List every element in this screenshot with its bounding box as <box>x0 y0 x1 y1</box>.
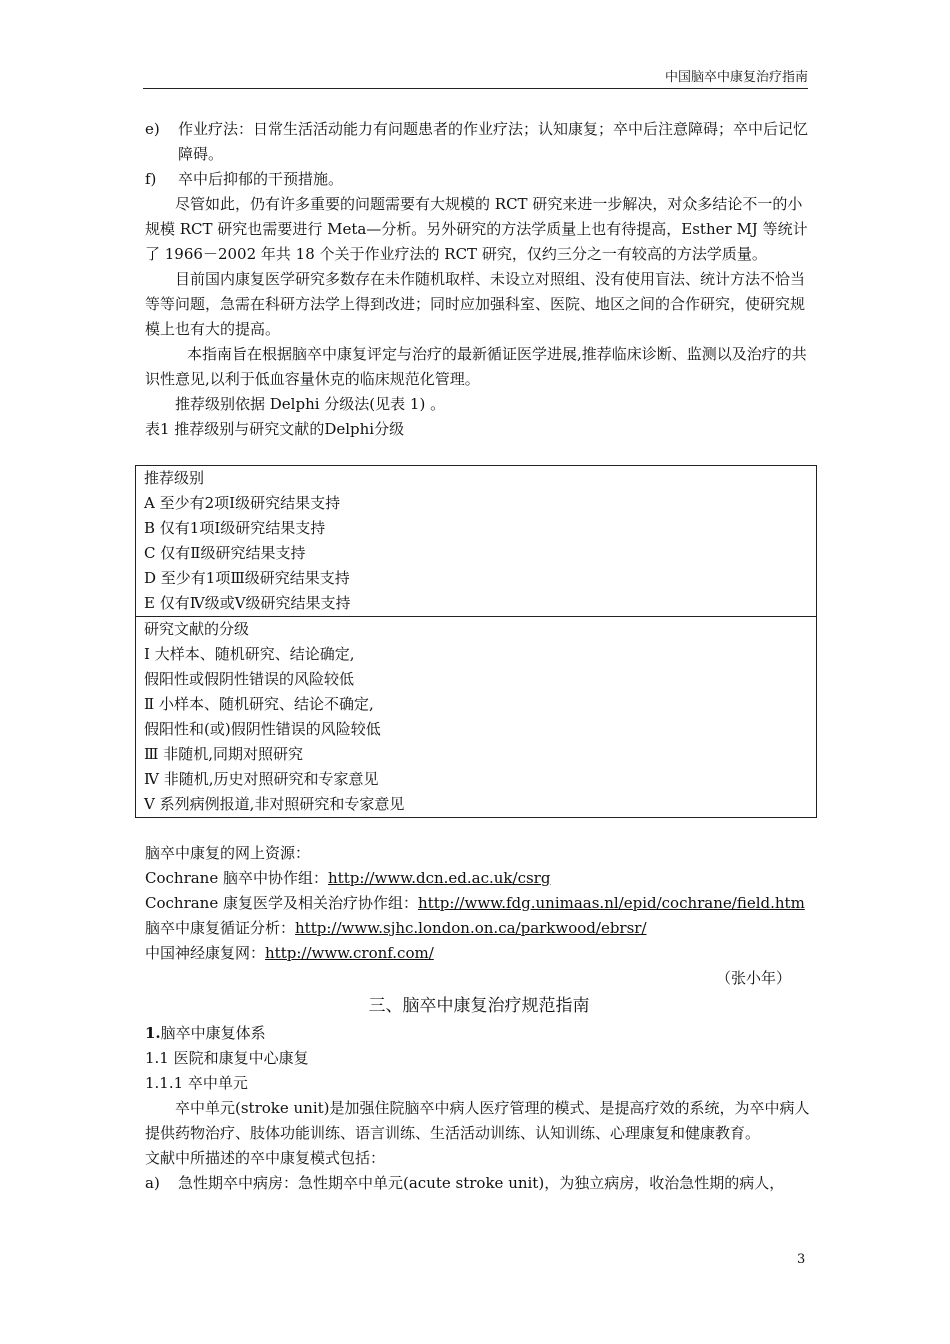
literature-grading-section <box>136 616 816 817</box>
table-row: Ⅲ 非随机,同期对照研究 <box>144 745 304 763</box>
paragraph-delphi: 推荐级别依据 Delphi 分级法(见表 1) 。 <box>175 395 446 413</box>
resources-section <box>145 841 813 1196</box>
author: （张小年） <box>715 969 791 987</box>
resource-label: 脑卒中康复循证分析： <box>145 919 296 937</box>
paragraph-domestic-research: 目前国内康复医学研究多数存在未作随机取样、未设立对照组、没有使用盲法、统计方法不恰当等等问题，急需在科研方法学上得到改进；同时应加强科室、医院、地区之间的合作研究，使研究规模上也有大的提高。 <box>145 270 806 338</box>
resource-item <box>145 916 813 941</box>
resource-label: 中国神经康复网： <box>145 944 266 962</box>
list-item <box>145 1171 813 1196</box>
table-row: B 仅有1项Ⅰ级研究结果支持 <box>144 519 326 537</box>
list-item <box>145 167 813 192</box>
resource-link[interactable]: http://www.sjhc.london.on.ca/parkwood/ebrsr/ <box>295 919 647 937</box>
header-title: 中国脑卒中康复治疗指南 <box>664 70 808 85</box>
body-text <box>145 117 813 442</box>
paragraph-guide-purpose: 本指南旨在根据脑卒中康复评定与治疗的最新循证医学进展,推荐临床诊断、监测以及治疗的共识性意见,以利于低血容量休克的临床规范化管理。 <box>145 345 807 388</box>
list-marker: f) <box>145 170 157 188</box>
list-content: 急性期卒中病房：急性期卒中单元(acute stroke unit)，为独立病房，收治急性期的病人， <box>178 1174 785 1192</box>
list-content: 卒中后抑郁的干预措施。 <box>178 170 344 188</box>
section-title: 三、脑卒中康复治疗规范指南 <box>368 996 590 1016</box>
resource-item <box>145 891 813 916</box>
list-marker: e) <box>145 120 160 138</box>
section-header: 推荐级别 <box>144 469 205 487</box>
table-row: 假阳性和(或)假阴性错误的风险较低 <box>144 720 381 738</box>
resource-label: Cochrane 脑卒中协作组： <box>145 869 328 887</box>
recommendation-levels-section <box>136 466 816 616</box>
section-header: 研究文献的分级 <box>144 620 250 638</box>
table-row: C 仅有Ⅱ级研究结果支持 <box>144 544 306 562</box>
resource-item <box>145 941 813 966</box>
heading-3: 1.1.1 卒中单元 <box>145 1074 248 1092</box>
heading-2: 1.1 医院和康复中心康复 <box>145 1049 309 1067</box>
resources-title: 脑卒中康复的网上资源： <box>145 844 311 862</box>
table-row: D 至少有1项Ⅲ级研究结果支持 <box>144 569 350 587</box>
paragraph-rct: 尽管如此，仍有许多重要的问题需要有大规模的 RCT 研究来进一步解决，对众多结论不一的小规模 RCT 研究也需要进行 Meta—分析。另外研究的方法学质量上也有待提高，Esther MJ 等统计了 1966－2002 年共 18 个关于作业疗法的 RCT 研究，仅约三分之一有较高的方法学质量。 <box>145 195 808 263</box>
table-row: E 仅有Ⅳ级或Ⅴ级研究结果支持 <box>144 594 351 612</box>
heading-1-number: 1. <box>145 1024 161 1042</box>
delphi-table <box>135 465 817 818</box>
heading-1 <box>145 1021 813 1046</box>
resource-link[interactable]: http://www.dcn.ed.ac.uk/csrg <box>328 869 551 887</box>
table-row: Ⅳ 非随机,历史对照研究和专家意见 <box>144 770 379 788</box>
page-header <box>143 68 808 89</box>
list-marker: a) <box>145 1174 160 1192</box>
paragraph-stroke-unit: 卒中单元(stroke unit)是加强住院脑卒中病人医疗管理的模式、是提高疗效的系统，为卒中病人提供药物治疗、肢体功能训练、语言训练、生活活动训练、认知训练、心理康复和健康教育。 <box>145 1099 810 1142</box>
table-caption: 表1 推荐级别与研究文献的Delphi分级 <box>145 420 405 438</box>
table-row: A 至少有2项Ⅰ级研究结果支持 <box>144 494 341 512</box>
page-number: 3 <box>797 1252 806 1267</box>
resource-link[interactable]: http://www.fdg.unimaas.nl/epid/cochrane/field.htm <box>418 894 805 912</box>
list-item <box>145 117 813 167</box>
paragraph-models: 文献中所描述的卒中康复模式包括： <box>145 1149 386 1167</box>
table-row: 假阳性或假阴性错误的风险较低 <box>144 670 355 688</box>
list-content: 作业疗法：日常生活活动能力有问题患者的作业疗法；认知康复；卒中后注意障碍；卒中后记忆障碍。 <box>178 120 809 163</box>
table-row: Ⅱ 小样本、随机研究、结论不确定, <box>144 695 374 713</box>
resource-link[interactable]: http://www.cronf.com/ <box>265 944 434 962</box>
resource-label: Cochrane 康复医学及相关治疗协作组： <box>145 894 418 912</box>
resource-item <box>145 866 813 891</box>
heading-1-text: 脑卒中康复体系 <box>160 1024 266 1042</box>
table-row: Ⅰ 大样本、随机研究、结论确定, <box>144 645 355 663</box>
table-row: Ⅴ 系列病例报道,非对照研究和专家意见 <box>144 795 405 813</box>
